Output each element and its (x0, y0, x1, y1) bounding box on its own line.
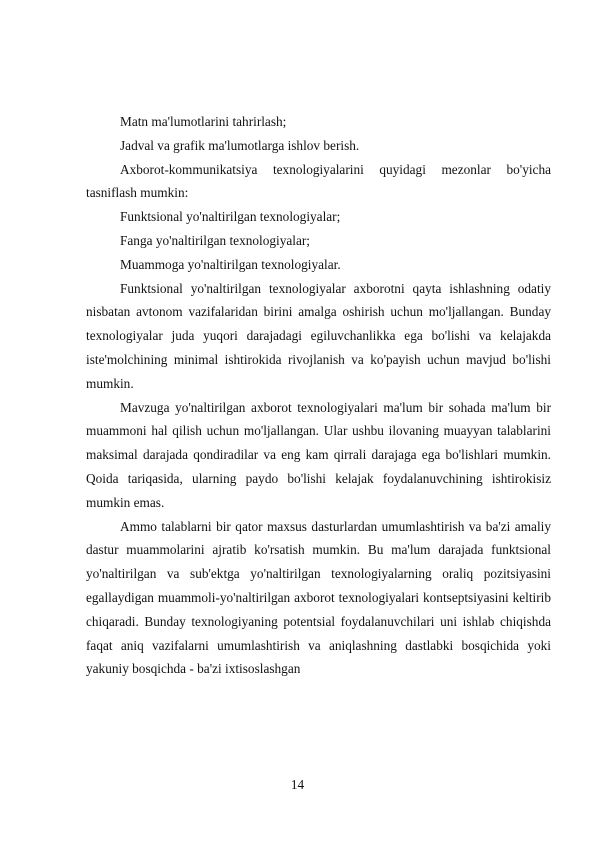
paragraph-functional-list-item: Funktsional yo'naltirilgan texnologiyalar; (120, 209, 341, 225)
paragraph-edit-text: Matn ma'lumotlarini tahrirlash; (120, 114, 287, 129)
paragraph-classification-intro: Axborot-kommunikatsiya texnologiyalarini quyidagi mezonlar bo'yicha tasniflash mumkin: (86, 161, 551, 201)
paragraph-subject-description: Mavzuga yo'naltirilgan axborot texnologiyalari ma'lum bir sohada ma'lum bir muammoni hal qilish uchun mo'ljallangan. Ular ushbu ilovaning muayyan talablarini maksimal darajada qondiradilar va eng kam qirrali darajaga ega bo'lishlari mumkin. Qoida tariqasida, ularning paydo bo'lishi kelajak foydalanuvchining ishtirokisiz mumkin emas. (86, 399, 551, 510)
paragraph-subject-list-item: Fanga yo'naltirilgan texnologiyalar; (120, 232, 310, 248)
paragraph-problem-list-item: Muammoga yo'naltirilgan texnologiyalar. (120, 256, 341, 272)
body-text (86, 110, 551, 681)
paragraph-functional-description: Funktsional yo'naltirilgan texnologiyalar axborotni qayta ishlashning odatiy nisbatan avtonom vazifalaridan birini amalga oshirish uchun mo'ljallangan. Bunday texnologiyalar juda yuqori darajadagi egiluvchanlikka ega bo'lishi va kelajakda iste'molchining minimal ishtirokida rivojlanish va ko'payish uchun mavjud bo'lishi mumkin. (86, 280, 551, 391)
page-number: 14 (290, 777, 305, 792)
paragraph-problem-description: Ammo talablarni bir qator maxsus dasturlardan umumlashtirish va ba'zi amaliy dastur muammolarini ajratib ko'rsatish mumkin. Bu ma'lum darajada funktsional yo'naltirilgan va sub'ektga yo'naltirilgan texnologiyalarning oraliq pozitsiyasini egallaydigan muammoli-yo'naltirilgan axborot texnologiyalari kontseptsiyasini keltirib chiqaradi. Bunday texnologiyaning potentsial foydalanuvchilari uni ishlab chiqishda faqat aniq vazifalarni umumlashtirish va aniqlashning dastlabki bosqichida yoki yakuniy bosqichda - ba'zi ixtisoslashgan (86, 518, 551, 677)
paragraph-tables-graphics: Jadval va grafik ma'lumotlarga ishlov berish. (120, 137, 360, 153)
